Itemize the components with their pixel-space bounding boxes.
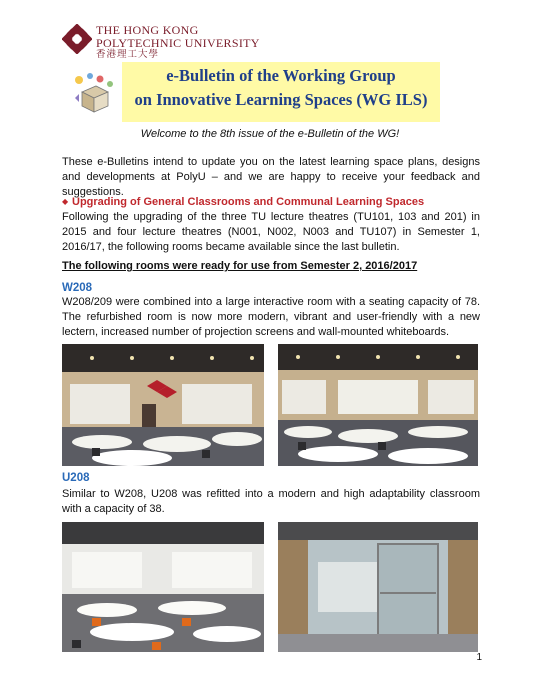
ready-rooms-heading: The following rooms were ready for use from Semester 2, 2016/2017 (62, 260, 418, 272)
intro-paragraph: These e-Bulletins intend to update you on the latest learning space plans, designs and developments at PolyU – and we are happy to receive your feedback and suggestions. (62, 156, 480, 198)
section-paragraph: Following the upgrading of the three TU lecture theatres (TU101, 103 and 201) in 2015 and four lecture theatres (N001, N002, N003 and TU107) in Semester 1, 2016/17, the following rooms became available since the last bulletin. (62, 211, 480, 253)
section-heading (62, 196, 480, 208)
room-description-w208: W208/209 were combined into a large interactive room with a seating capacity of 78. The refurbished room is now more modern, vibrant and user-friendly with a new lectern, increased number of projection screens and wall-mounted whiteboards. (62, 296, 480, 338)
room-heading-w208: W208 (62, 282, 93, 294)
diamond-bullet-icon: ◆ (62, 197, 69, 206)
bulletin-title (122, 64, 440, 112)
u208-classroom-photo-2 (278, 522, 478, 652)
bulletin-title-line2: on Innovative Learning Spaces (WG ILS) (134, 90, 428, 109)
university-name (96, 24, 260, 61)
section-heading-text: Upgrading of General Classrooms and Communal Learning Spaces (72, 196, 425, 208)
room-heading-u208: U208 (62, 472, 90, 484)
university-logo-icon (62, 24, 92, 54)
university-name-chinese: 香港理工大學 (96, 50, 160, 60)
welcome-text: Welcome to the 8th issue of the e-Bulletin of the WG! (140, 128, 400, 140)
w208-classroom-photo-1 (62, 344, 264, 466)
w208-classroom-photo-2 (278, 344, 478, 466)
bulletin-title-line1: e-Bulletin of the Working Group (166, 66, 396, 85)
u208-classroom-photo-1 (62, 522, 264, 652)
university-name-line1: THE HONG KONG (96, 23, 199, 37)
page-number: 1 (476, 652, 482, 663)
learning-box-icon (70, 70, 116, 116)
university-name-line2: POLYTECHNIC UNIVERSITY (96, 36, 260, 50)
room-description-u208: Similar to W208, U208 was refitted into a modern and high adaptability classroom with a capacity of 38. (62, 488, 480, 515)
